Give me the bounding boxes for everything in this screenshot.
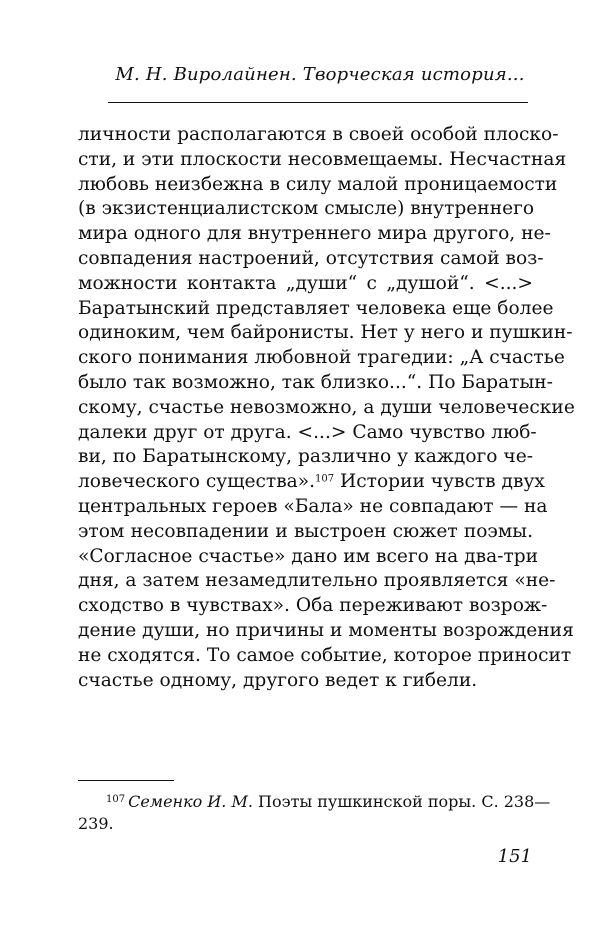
text-line: мира одного для внутреннего мира другого, не- — [78, 223, 551, 245]
footnote-title: Поэты пушкинской поры. С. 238— — [252, 792, 551, 811]
text-segment: Истории чувств двух — [334, 471, 545, 493]
text-line: скому, счастье невозможно, а души человеческие — [78, 396, 575, 418]
paragraph-last-line: счастье одному, другого ведет к гибели. — [78, 669, 478, 691]
footnote-reference[interactable]: 107 — [315, 473, 335, 485]
body-text — [78, 123, 575, 693]
text-line: сти, и эти плоскости несовмещаемы. Несчастная — [78, 148, 567, 170]
text-line: не сходятся. То самое событие, которое приносит — [78, 644, 572, 666]
text-line: ви, по Баратынскому, различно у каждого че- — [78, 446, 533, 468]
text-line: ского понимания любовной трагедии: „А счастье — [78, 347, 565, 369]
text-segment: ловеческого существа». — [78, 471, 316, 493]
text-line-with-footnote-ref — [78, 470, 545, 495]
footnote — [78, 791, 551, 835]
text-line: совпадения настроений, отсутствия самой воз- — [78, 247, 544, 269]
text-line: личности располагаются в своей особой плоско- — [78, 124, 559, 145]
running-head: М. Н. Виролайнен. Творческая история... — [115, 64, 525, 85]
page-number: 151 — [497, 846, 532, 867]
header-rule — [108, 102, 528, 103]
text-line: дня, а затем незамедлительно проявляется «не- — [78, 570, 556, 592]
footnote-rule — [78, 780, 174, 781]
text-line: Баратынский представляет человека еще более — [78, 297, 554, 319]
footnote-author: Семенко И. М. — [128, 792, 253, 811]
footnote-number: 107 — [106, 794, 126, 805]
text-line: дение души, но причины и моменты возрождения — [78, 619, 574, 641]
footnote-line: 239. — [78, 814, 114, 833]
text-line: центральных героев «Бала» не совпадают — на — [78, 495, 548, 517]
text-line: (в экзистенциалистском смысле) внутреннего — [78, 198, 535, 220]
text-line: этом несовпадении и выстроен сюжет поэмы. — [78, 520, 533, 542]
text-line: было так возможно, так близко...“. По Баратын- — [78, 371, 553, 393]
text-line: сходство в чувствах». Оба переживают возрож- — [78, 595, 548, 617]
text-line: одиноким, чем байронисты. Нет у него и пушкин- — [78, 322, 573, 344]
text-line: можности контакта „души“ с „душой“. <...> — [78, 272, 533, 294]
text-line: далеки друг от друга. <...> Само чувство люб- — [78, 421, 537, 443]
text-line: любовь неизбежна в силу малой проницаемости — [78, 173, 558, 195]
footnote-line — [78, 791, 551, 813]
text-line: «Согласное счастье» дано им всего на два-три — [78, 545, 539, 567]
